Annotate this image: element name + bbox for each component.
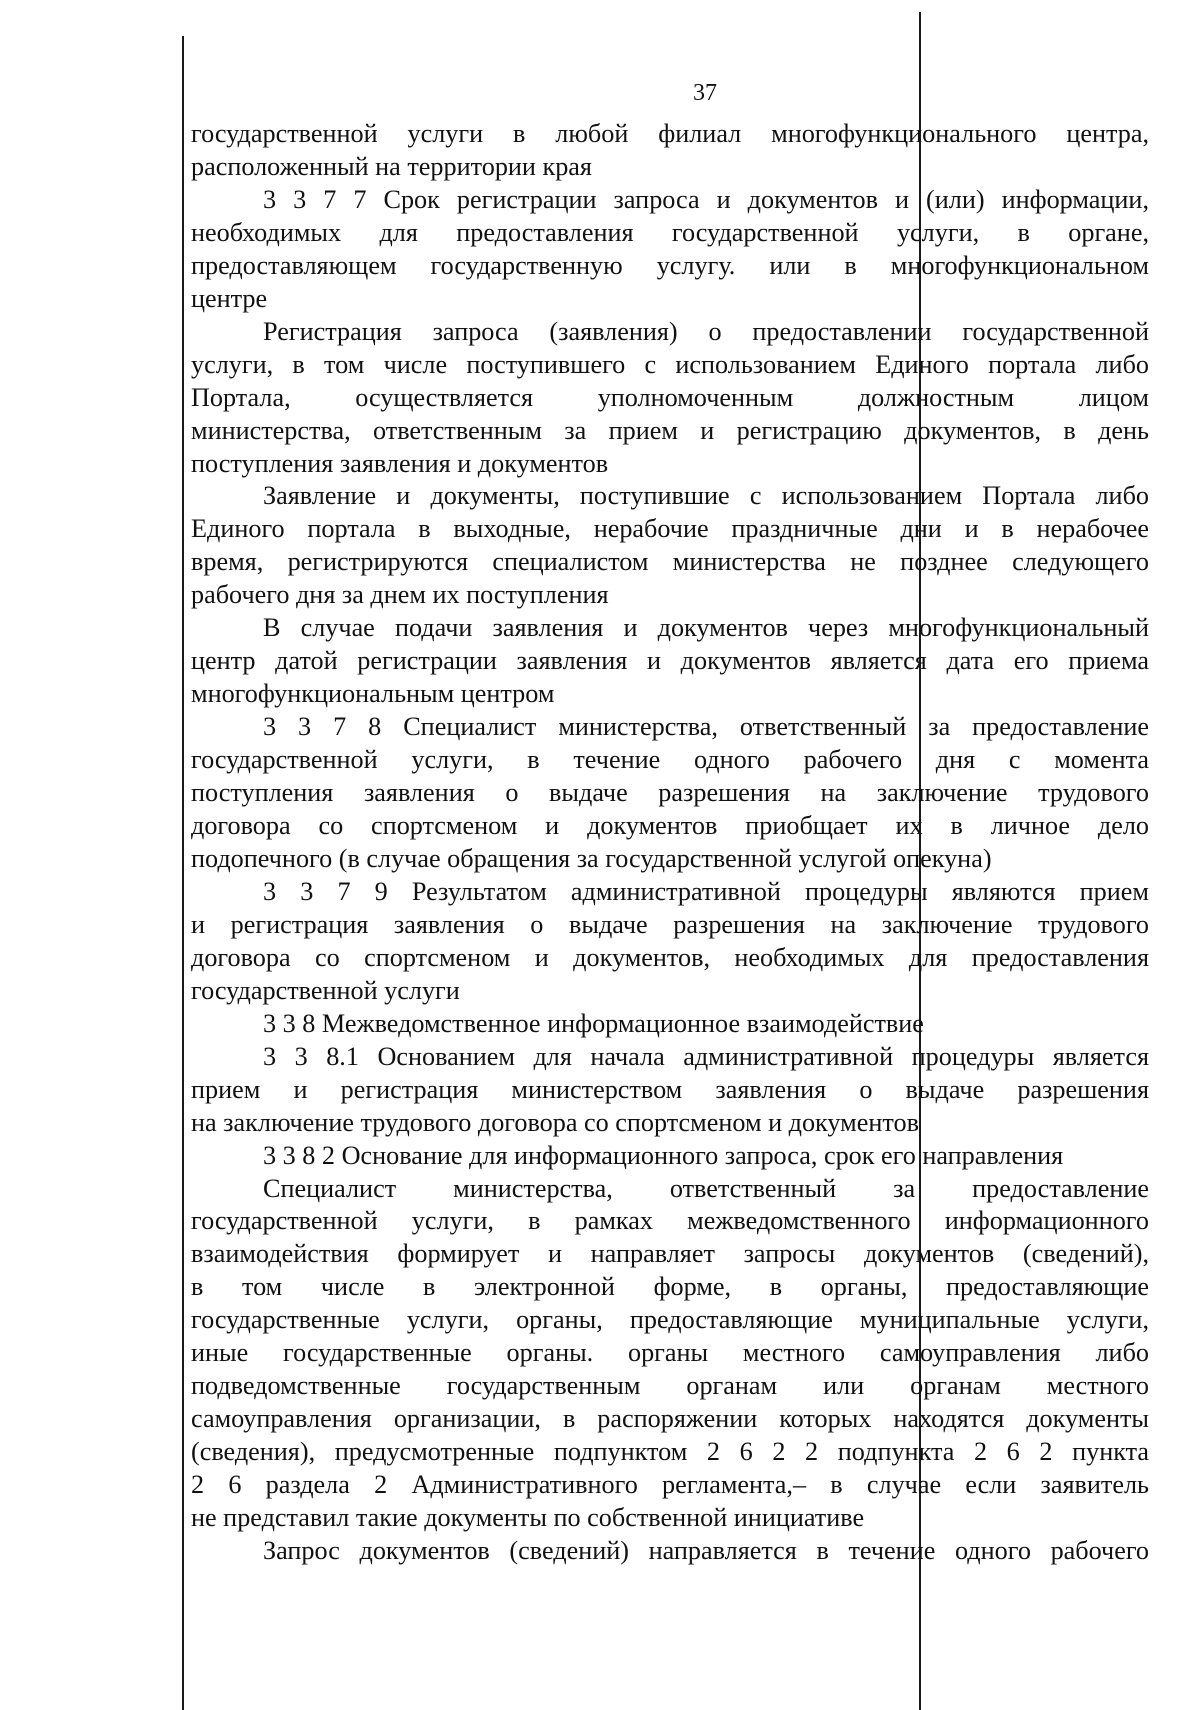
text-line: не представил такие документы по собственной инициативе [191, 1503, 865, 1533]
text-line: государственной услуги в любой филиал многофункционального центра, [191, 119, 1149, 148]
document-body [191, 118, 1149, 1568]
text-line: необходимых для предоставления государственной услуги, в органе, [191, 217, 1149, 247]
text-line: и регистрация заявления о выдаче разрешения на заключение трудового [191, 909, 1149, 939]
text-line: (сведения), предусмотренные подпунктом 2 6 2 2 подпункта 2 6 2 пункта [191, 1437, 1149, 1467]
text-line: услуги, в том числе поступившего с использованием Единого портала либо [191, 349, 1149, 379]
text-line: Единого портала в выходные, нерабочие праздничные дни и в нерабочее [191, 514, 1149, 544]
text-line: на заключение трудового договора со спортсменом и документов [191, 1107, 919, 1137]
text-line: центре [191, 283, 268, 313]
text-line: Запрос документов (сведений) направляется в течение одного рабочего [263, 1535, 1149, 1565]
text-line: расположенный на территории края [191, 151, 592, 181]
text-line: государственной услуги, в течение одного рабочего дня с момента [191, 745, 1149, 775]
text-line: 3 3 8.1 Основанием для начала административной процедуры является [263, 1041, 1149, 1071]
text-line: 2 6 раздела 2 Административного регламента,– в случае если заявитель [191, 1470, 1149, 1500]
text-line: прием и регистрация министерством заявления о выдаче разрешения [191, 1074, 1149, 1104]
text-line: государственной услуги, в рамках межведомственного информационного [191, 1206, 1149, 1236]
text-line: государственные услуги, органы, предоставляющие муниципальные услуги, [191, 1305, 1149, 1335]
text-line: подведомственные государственным органам или органам местного [191, 1371, 1149, 1401]
text-line: самоуправления организации, в распоряжении которых находятся документы [191, 1404, 1149, 1434]
text-line: поступления заявления о выдаче разрешения на заключение трудового [191, 778, 1149, 808]
text-line: рабочего дня за днем их поступления [191, 580, 609, 610]
text-line: время, регистрируются специалистом министерства не позднее следующего [191, 547, 1149, 577]
scan-margin-line-left [182, 36, 184, 1710]
text-line: предоставляющем государственную услугу. или в многофункциональном [191, 250, 1149, 280]
text-line: Регистрация запроса (заявления) о предоставлении государственной [263, 316, 1149, 346]
text-line: взаимодействия формирует и направляет запросы документов (сведений), [191, 1239, 1149, 1269]
text-line: министерства, ответственным за прием и регистрацию документов, в день [191, 415, 1149, 445]
text-line: Заявление и документы, поступившие с использованием Портала либо [263, 481, 1149, 511]
text-line: государственной услуги [191, 975, 460, 1005]
text-line: 3 3 8 Межведомственное информационное взаимодействие [263, 1008, 924, 1038]
text-line: договора со спортсменом и документов, необходимых для предоставления [191, 942, 1149, 972]
text-line: В случае подачи заявления и документов через многофункциональный [263, 613, 1149, 643]
text-line: в том числе в электронной форме, в органы, предоставляющие [191, 1272, 1149, 1302]
text-line: поступления заявления и документов [191, 448, 609, 478]
text-line: подопечного (в случае обращения за государственной услугой опекуна) [191, 843, 992, 873]
text-line: договора со спортсменом и документов приобщает их в личное дело [191, 811, 1149, 841]
text-line: многофункциональным центром [191, 679, 555, 709]
text-line: 3 3 7 8 Специалист министерства, ответственный за предоставление [263, 712, 1149, 742]
page-number: 37 [693, 80, 717, 106]
text-line: иные государственные органы. органы местного самоуправления либо [191, 1338, 1149, 1368]
text-line: Специалист министерства, ответственный за предоставление [263, 1173, 1149, 1203]
text-line: Портала, осуществляется уполномоченным должностным лицом [191, 382, 1149, 412]
text-line: 3 3 7 7 Срок регистрации запроса и документов и (или) информации, [263, 184, 1149, 214]
text-line: 3 3 8 2 Основание для информационного запроса, срок его направления [263, 1140, 1064, 1170]
text-line: центр датой регистрации заявления и документов является дата его приема [191, 646, 1149, 676]
text-line: 3 3 7 9 Результатом административной процедуры являются прием [263, 876, 1149, 906]
